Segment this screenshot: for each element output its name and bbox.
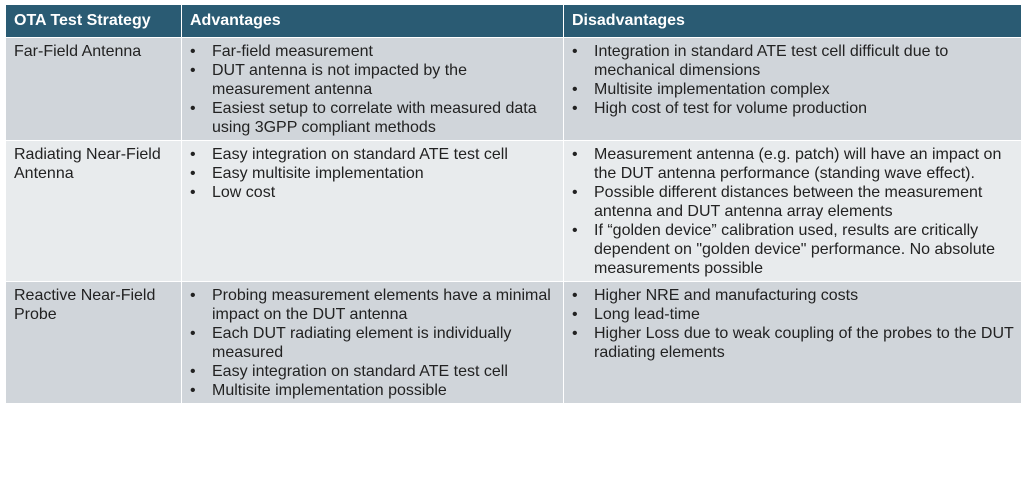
bullet-icon: • [572,325,578,342]
advantages-list [188,145,557,202]
bullet-icon: • [190,165,196,182]
strategy-cell: Radiating Near-Field Antenna [6,141,182,282]
list-item [188,164,557,183]
list-item-text: Measurement antenna (e.g. patch) will have an impact on the DUT antenna performance (standing wave effect). [594,146,1002,182]
table-row [6,282,1022,404]
list-item [570,286,1015,305]
list-item-text: Higher NRE and manufacturing costs [594,287,859,304]
advantages-cell [182,141,564,282]
table-body [6,38,1022,404]
list-item [570,145,1015,183]
advantages-list [188,42,557,137]
list-item [570,324,1015,362]
list-item [188,183,557,202]
bullet-icon: • [190,184,196,201]
list-item-text: Multisite implementation possible [212,382,447,399]
ota-strategy-table [5,4,1022,404]
list-item-text: Far-field measurement [212,43,373,60]
disadvantages-list [570,42,1015,118]
list-item [570,183,1015,221]
strategy-cell: Reactive Near-Field Probe [6,282,182,404]
advantages-cell [182,38,564,141]
bullet-icon: • [190,146,196,163]
strategy-cell: Far-Field Antenna [6,38,182,141]
list-item [188,42,557,61]
list-item-text: Possible different distances between the measurement antenna and DUT antenna array elements [594,184,983,220]
header-disadvantages: Disadvantages [564,5,1022,38]
list-item [188,324,557,362]
list-item [570,42,1015,80]
ota-strategy-table-container [5,4,1021,404]
table-row [6,38,1022,141]
bullet-icon: • [572,287,578,304]
table-row [6,141,1022,282]
bullet-icon: • [572,43,578,60]
bullet-icon: • [190,363,196,380]
table-header-row [6,5,1022,38]
disadvantages-list [570,145,1015,278]
advantages-cell [182,282,564,404]
advantages-list [188,286,557,400]
bullet-icon: • [572,184,578,201]
list-item-text: Easiest setup to correlate with measured data using 3GPP compliant methods [212,100,537,136]
header-advantages: Advantages [182,5,564,38]
list-item-text: Probing measurement elements have a minimal impact on the DUT antenna [212,287,551,323]
bullet-icon: • [190,382,196,399]
bullet-icon: • [572,306,578,323]
list-item-text: DUT antenna is not impacted by the measurement antenna [212,62,467,98]
list-item-text: Multisite implementation complex [594,81,830,98]
disadvantages-cell [564,141,1022,282]
list-item [188,381,557,400]
bullet-icon: • [572,100,578,117]
list-item [188,362,557,381]
header-strategy: OTA Test Strategy [6,5,182,38]
list-item-text: Low cost [212,184,276,201]
list-item [188,145,557,164]
list-item-text: Easy integration on standard ATE test cell [212,363,508,380]
list-item-text: Easy integration on standard ATE test cell [212,146,508,163]
list-item-text: Easy multisite implementation [212,165,424,182]
bullet-icon: • [190,62,196,79]
list-item [570,99,1015,118]
list-item [570,221,1015,278]
list-item-text: Each DUT radiating element is individually measured [212,325,512,361]
bullet-icon: • [572,146,578,163]
list-item [188,99,557,137]
list-item-text: High cost of test for volume production [594,100,868,117]
bullet-icon: • [572,81,578,98]
disadvantages-cell [564,38,1022,141]
bullet-icon: • [190,100,196,117]
list-item-text: Long lead-time [594,306,700,323]
list-item [570,80,1015,99]
disadvantages-list [570,286,1015,362]
list-item-text: Integration in standard ATE test cell difficult due to mechanical dimensions [594,43,949,79]
bullet-icon: • [572,222,578,239]
disadvantages-cell [564,282,1022,404]
list-item-text: If “golden device” calibration used, results are critically dependent on "golden device" performance. No absolute measurements possible [594,222,995,277]
list-item-text: Higher Loss due to weak coupling of the probes to the DUT radiating elements [594,325,1014,361]
list-item [188,61,557,99]
list-item [570,305,1015,324]
bullet-icon: • [190,325,196,342]
bullet-icon: • [190,287,196,304]
bullet-icon: • [190,43,196,60]
list-item [188,286,557,324]
